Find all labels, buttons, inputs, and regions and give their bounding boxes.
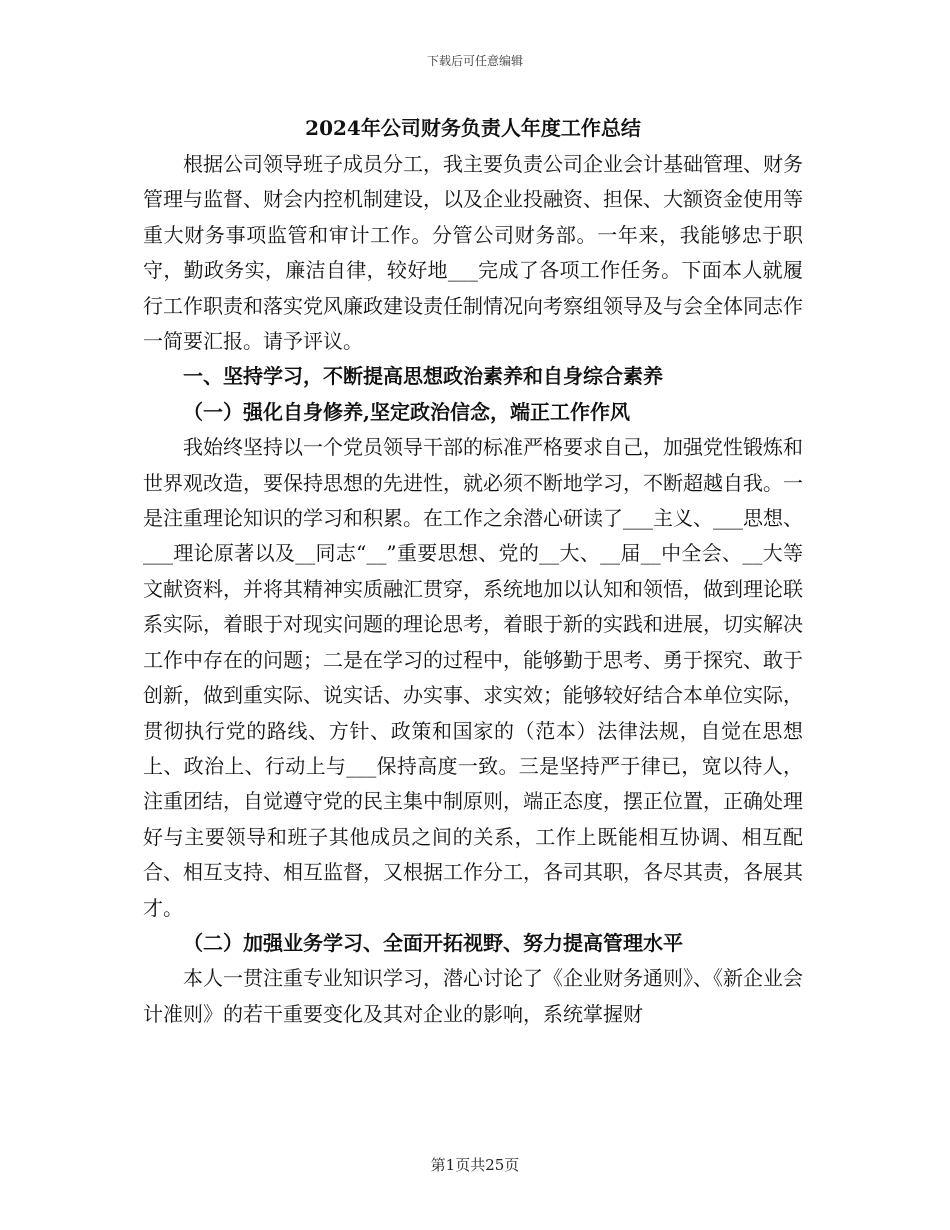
page-number: 第1页共25页 bbox=[430, 1156, 520, 1174]
document-title: 2024年公司财务负责人年度工作总结 bbox=[305, 116, 641, 140]
document-body bbox=[143, 111, 803, 1032]
subsection-heading-1: （一）强化自身修养,坚定政治信念，端正工作作风 bbox=[183, 399, 630, 424]
section-heading-1: 一、坚持学习，不断提高思想政治素养和自身综合素养 bbox=[183, 364, 663, 389]
page-header: 下载后可任意编辑 bbox=[426, 54, 523, 68]
subsection-heading-2: （二）加强业务学习、全面开拓视野、努力提高管理水平 bbox=[183, 930, 683, 955]
intro-paragraph: 根据公司领导班子成员分工，我主要负责公司企业会计基础管理、财务管理与监督、财会内控机制建设，以及企业投融资、担保、大额资金使用等重大财务事项监管和审计工作。分管公司财务部。一年来，我能够忠于职守，勤政务实，廉洁自律，较好地___完成了各项工作任务。下面本人就履行工作职责和落实党风廉政建设责任制情况向考察组领导及与会全体同志作一简要汇报。请予评议。 bbox=[143, 152, 803, 354]
subsection-2-paragraph: 本人一贯注重专业知识学习，潜心讨论了《企业财务通则》、《新企业会计准则》的若干重要变化及其对企业的影响，系统掌握财 bbox=[143, 966, 803, 1026]
subsection-1-paragraph: 我始终坚持以一个党员领导干部的标准严格要求自己，加强党性锻炼和世界观改造，要保持思想的先进性，就必须不断地学习，不断超越自我。一是注重理论知识的学习和积累。在工作之余潜心研读了___主义、___思想、___理论原著以及__同志“__”重要思想、党的__大、__届__中全会、__大等文献资料，并将其精神实质融汇贯穿，系统地加以认知和领悟，做到理论联系实际，着眼于对现实问题的理论思考，着眼于新的实践和进展，切实解决工作中存在的问题；二是在学习的过程中，能够勤于思考、勇于探究、敢于创新，做到重实际、说实话、办实事、求实效；能够较好结合本单位实际，贯彻执行党的路线、方针、政策和国家的（范本）法律法规，自觉在思想上、政治上、行动上与___保持高度一致。三是坚持严于律已，宽以待人，注重团结，自觉遵守党的民主集中制原则，端正态度，摆正位置，正确处理好与主要领导和班子其他成员之间的关系，工作上既能相互协调、相互配合、相互支持、相互监督，又根据工作分工，各司其职，各尽其责，各展其才。 bbox=[143, 435, 803, 920]
